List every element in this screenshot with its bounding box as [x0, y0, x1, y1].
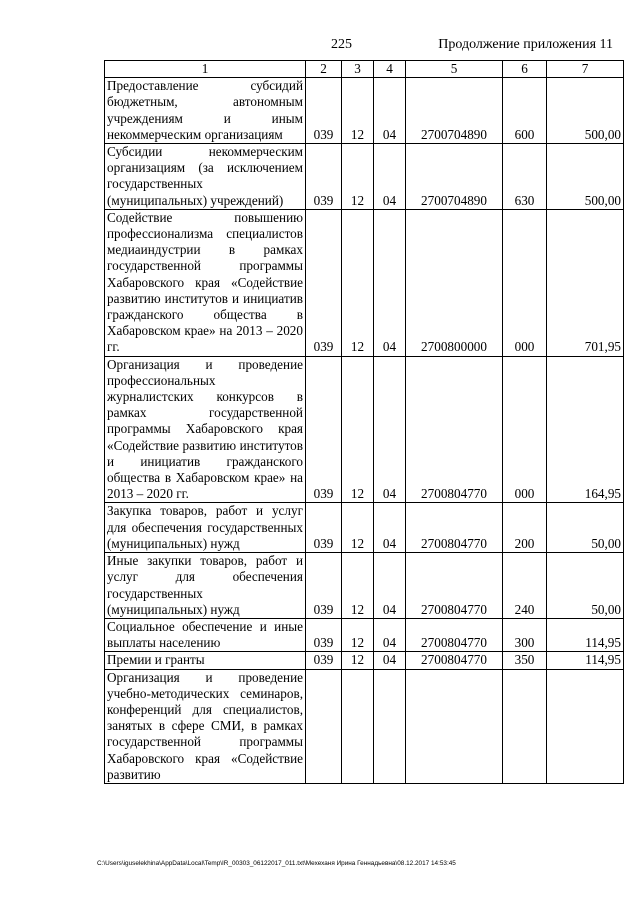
column-header: 3 [342, 61, 374, 78]
row-name: Закупка товаров, работ и услуг для обеспечения государственных (муниципальных) нужд [105, 503, 306, 553]
continuation-label: Продолжение приложения 11 [438, 37, 613, 52]
cell-ministry: 039 [306, 503, 342, 553]
cell-section: 12 [342, 503, 374, 553]
cell-section: 12 [342, 652, 374, 669]
row-name: Премии и гранты [105, 652, 306, 669]
cell-expense-type: 200 [503, 503, 547, 553]
table-row [105, 356, 624, 503]
row-name: Организация и проведение учебно-методических семинаров, конференций для специалистов, занятых в сфере СМИ, в рамках государственной программы Хабаровского края «Содействие развитию [105, 669, 306, 783]
column-header: 1 [105, 61, 306, 78]
cell-section: 12 [342, 553, 374, 619]
table-header-row [105, 61, 624, 78]
cell-expense-type: 630 [503, 144, 547, 210]
cell-target: 2700804770 [406, 356, 503, 503]
page-number: 225 [331, 37, 352, 52]
row-name: Субсидии некоммерческим организациям (за исключением государственных (муниципальных) учреждений) [105, 144, 306, 210]
table-row [105, 503, 624, 553]
cell-expense-type: 000 [503, 209, 547, 356]
cell-subsection: 04 [374, 144, 406, 210]
table-row [105, 553, 624, 619]
cell-target [406, 669, 503, 783]
cell-ministry: 039 [306, 356, 342, 503]
cell-subsection: 04 [374, 553, 406, 619]
column-header: 6 [503, 61, 547, 78]
column-header: 7 [547, 61, 624, 78]
cell-ministry: 039 [306, 209, 342, 356]
cell-ministry: 039 [306, 144, 342, 210]
cell-amount: 701,95 [547, 209, 624, 356]
cell-target: 2700804770 [406, 652, 503, 669]
cell-target: 2700804770 [406, 553, 503, 619]
column-header: 5 [406, 61, 503, 78]
table-row [105, 669, 624, 783]
cell-amount [547, 669, 624, 783]
cell-target: 2700804770 [406, 618, 503, 651]
cell-target: 2700800000 [406, 209, 503, 356]
cell-section [342, 669, 374, 783]
table-row [105, 209, 624, 356]
cell-target: 2700704890 [406, 144, 503, 210]
cell-subsection: 04 [374, 356, 406, 503]
cell-ministry: 039 [306, 652, 342, 669]
row-name: Предоставление субсидий бюджетным, автономным учреждениям и иным некоммерческим организациям [105, 78, 306, 144]
cell-amount: 500,00 [547, 144, 624, 210]
row-name: Иные закупки товаров, работ и услуг для обеспечения государственных (муниципальных) нужд [105, 553, 306, 619]
row-name: Социальное обеспечение и иные выплаты населению [105, 618, 306, 651]
cell-expense-type [503, 669, 547, 783]
table-row [105, 144, 624, 210]
budget-table [104, 60, 624, 784]
cell-section: 12 [342, 209, 374, 356]
cell-amount: 500,00 [547, 78, 624, 144]
footer-file-path: C:\Users\iguselekhina\AppData\Local\Temp\IR_00303_06122017_011.txt\Мехеханя Ирина Геннадьевна\08.12.2017 14:53:45 [97, 860, 456, 867]
cell-expense-type: 240 [503, 553, 547, 619]
column-header: 2 [306, 61, 342, 78]
cell-subsection: 04 [374, 209, 406, 356]
cell-subsection: 04 [374, 652, 406, 669]
cell-amount: 164,95 [547, 356, 624, 503]
cell-expense-type: 350 [503, 652, 547, 669]
table-row [105, 78, 624, 144]
row-name: Содействие повышению профессионализма специалистов медиаиндустрии в рамках государственной программы Хабаровского края «Содействие развитию институтов и инициатив гражданского общества в Хабаровском крае» на 2013 – 2020 гг. [105, 209, 306, 356]
cell-ministry [306, 669, 342, 783]
cell-ministry: 039 [306, 78, 342, 144]
cell-subsection [374, 669, 406, 783]
cell-subsection: 04 [374, 78, 406, 144]
cell-target: 2700704890 [406, 78, 503, 144]
cell-amount: 50,00 [547, 553, 624, 619]
table-row [105, 652, 624, 669]
cell-section: 12 [342, 144, 374, 210]
cell-section: 12 [342, 618, 374, 651]
cell-expense-type: 000 [503, 356, 547, 503]
cell-amount: 114,95 [547, 652, 624, 669]
cell-amount: 50,00 [547, 503, 624, 553]
cell-ministry: 039 [306, 553, 342, 619]
row-name: Организация и проведение профессиональных журналистских конкурсов в рамках государственной программы Хабаровского края «Содействие развитию институтов и инициатив гражданского общества в Хабаровском крае» на 2013 – 2020 гг. [105, 356, 306, 503]
cell-ministry: 039 [306, 618, 342, 651]
cell-section: 12 [342, 78, 374, 144]
table-row [105, 618, 624, 651]
cell-target: 2700804770 [406, 503, 503, 553]
cell-amount: 114,95 [547, 618, 624, 651]
cell-subsection: 04 [374, 503, 406, 553]
cell-expense-type: 600 [503, 78, 547, 144]
cell-section: 12 [342, 356, 374, 503]
cell-subsection: 04 [374, 618, 406, 651]
column-header: 4 [374, 61, 406, 78]
cell-expense-type: 300 [503, 618, 547, 651]
